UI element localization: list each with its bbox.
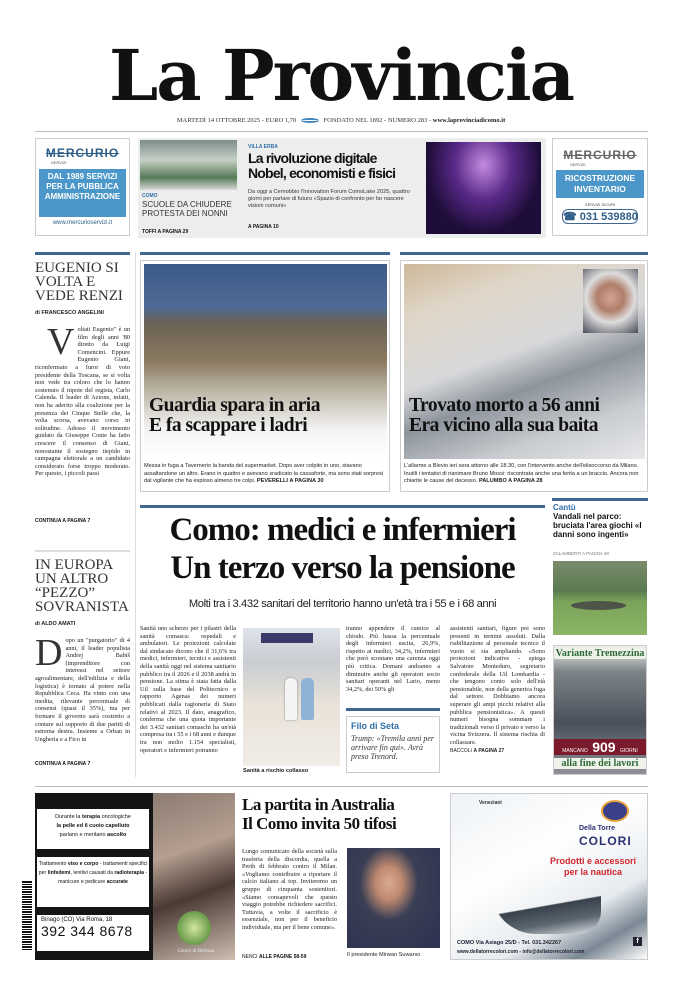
editorial-renzi	[35, 261, 130, 524]
palette-logo-icon	[601, 800, 629, 822]
story-guardia[interactable]	[140, 260, 390, 492]
main-headline[interactable]: Como: medici e infermieri Un terzo verso la pensione	[169, 512, 516, 586]
brand-name: Centro di Bellezza	[177, 949, 215, 954]
dropcap: D	[35, 637, 63, 674]
editorial-text: Voltati Eugenio" è un film degli anni '80 diretto da Luigi Comencini. Eppure Eugenio Giani, riconfermato a furor di voto presidente della Toscana, se si volta non vede tra coloro che lo hanno sostenuto il nipote del regista, Carlo Calenda. Il leader di Azione, infatti, non ha aderito alla coalizione per la presenza dei Cinque Stelle che, la volta scorsa, avevano corso in solitudine. Adesso il movimento guidato da Giuseppe Conte ha fatto crescere il consenso di Giani, nonostante il sostegno tiepido in campagna elettorale a un candidato considerato forse troppo moderato. Per questo, i piccoli passi	[35, 326, 130, 478]
victim-portrait	[583, 269, 638, 333]
ad-panel-1: Durante la terapia oncologiche la pelle ed il cuoio capelluto parlano e meritano ascolto	[37, 809, 149, 849]
ad-mercurio-left[interactable]	[35, 138, 130, 236]
ad-variante[interactable]	[553, 645, 647, 775]
editorial-title[interactable]: EUGENIO SI VOLTA E VEDE RENZI	[35, 260, 123, 304]
story-trovato[interactable]	[400, 260, 648, 492]
variante-title: Variante Tremezzina	[555, 648, 645, 659]
ad-phone: 392 344 8678	[41, 923, 133, 939]
story-title: Trovato morto a 56 anni Era vicino alla sua baita	[409, 395, 600, 437]
logo-wave-icon	[301, 118, 319, 123]
como-title[interactable]: SCUOLE DA CHIUDERE PROTESTA DEI NONNI	[142, 200, 232, 218]
cantu-kicker: Cantù	[553, 503, 576, 512]
ad-estetica[interactable]	[35, 793, 235, 960]
countdown-band: MANCANO 909 GIORNI	[554, 739, 646, 755]
filo-label: Filo di Seta	[351, 721, 400, 731]
mercurio-sub: SERVIZI	[570, 162, 586, 167]
countdown-days: 909	[592, 739, 616, 755]
nurse-figure	[301, 678, 314, 720]
cantu-ref: ZALAMBERTI A PAGINA 48	[553, 551, 609, 556]
phone-icon: ☎	[563, 211, 577, 223]
brand-line2: COLORI	[579, 834, 632, 848]
partner-logo: Veneziani	[479, 800, 502, 806]
mercurio-logo: MERCURIO	[563, 148, 637, 162]
hospital-photo	[243, 628, 340, 766]
nurse-figure	[285, 678, 297, 720]
forum-photo	[426, 142, 541, 234]
ad-panel-3: Binago (CO) Via Roma, 18 392 344 8678	[37, 915, 149, 951]
brand-logo	[177, 911, 211, 945]
president-photo	[347, 848, 440, 948]
barcode	[22, 880, 32, 950]
editorial-title[interactable]: IN EUROPA UN ALTRO “PEZZO” SOVRANISTA	[35, 557, 129, 615]
ad-address: COMO Via Asiago 25/D - Tel. 031.342267	[457, 940, 562, 946]
byline: di ALDO AMATI	[35, 621, 76, 627]
continue-ref[interactable]: CONTINUA A PAGINA 7	[35, 518, 91, 524]
president-caption: Il presidente Mirwan Suwarso	[347, 952, 421, 958]
masthead-title: La Provincia	[109, 34, 573, 117]
australia-ref: NENCI ALLE PAGINE 58-59	[242, 954, 307, 960]
sailboat-image	[491, 889, 601, 934]
australia-headline[interactable]: La partita in Australia Il Como invita 50 tifosi	[242, 795, 397, 833]
facebook-icon[interactable]: f	[633, 937, 642, 946]
villa-erba-text: Da oggi a Cernobbio l'Innovation Forum ComoLake 2025, quattro giorni per parlare di futuro «Spazio di confronto per far nascere visioni comuni»	[248, 189, 410, 209]
dropcap: V	[47, 326, 75, 363]
main-col3: tranno appendere il camice al chiodo. Più bassa la percentuale degli infermieri uscita, 26,9%, rispetto ai medici, 34,2%, infermieri che però scontano una carenza oggi più critica. Domani andranno a diminuire anche gli operatori socio sanitari operanti nel Lario, meno 34,2%, dei 50% gli	[346, 625, 440, 693]
brand-line1: Della Torre	[579, 825, 616, 832]
main-col1: Sanità uno scherzo per i pilastri della sanità comasca: ospedali e ambulatori. Le proiezioni calcolate dal sindacato dicono che il 31,6% tra medici, infermieri, tecnici e assistenti della sanità oggi nel sistema sanitario pubblico tra il 2026 e il 2038 andrà in pensione. La stima è stata fatta dalla Uil sulla base del Politecnico e rapporto Agenas dei numeri pubblicati dalla ragioneria di Stato relativi al 2023. Il dato, anagrafico, conferma che una quota importante dei 3.432 sanitari comaschi ha un'età compresa tra i 55 e i 68 anni e dunque tra non molto 1.154 specialisti, operatori e infermieri potranno	[140, 625, 236, 754]
date-price: MARTEDÌ 14 OTTOBRE 2025 - EURO 1,70	[176, 117, 297, 124]
mercurio-logo: MERCURIO	[45, 146, 120, 160]
story-summary: Messa in fuga a Tavernerio la banda del supermarket. Dopo aver colpito in uno, stavano assaltandone un altro. Erano in quattro e avevano sradicato la cassaforte, ma sono stati sorpresi dal vigilante che ha esploso almeno tre colpi. PEVERELLI A PAGINA 30	[144, 463, 384, 484]
main-subtitle: Molti tra i 3.432 sanitari del territorio hanno un'età tra i 55 e i 68 anni	[188, 598, 497, 610]
mercurio-sub: SERVIZI	[51, 160, 67, 165]
villa-erba-kicker: VILLA ERBA	[248, 144, 278, 150]
villa-erba-ref: A PAGINA 10	[248, 224, 279, 230]
como-ref: TOFFI A PAGINA 29	[142, 229, 189, 235]
editorial-europa	[35, 558, 130, 767]
ad-web[interactable]: www.dellatorrecolori.com - info@dellatorrecolori.com	[457, 949, 585, 955]
masthead-info	[0, 117, 682, 124]
continue-ref[interactable]: CONTINUA A PAGINA 7	[35, 761, 91, 767]
editorial-text: Dopo un "purgatorio" di 4 anni, il leader populista Andrej Babiš (imprenditore con interessi nel settore agroalimentare, dell'edilizia e della logistica) è tornato al potere nella Repubblica Ceca. Ha vinto con una inedita, rilevante percentuale di consensi (quasi il 35%), ma per formare il governo sarà costretto a contare sul supporto di due partiti di estrema destra. Insieme a Orban in Ungheria e a Fico in	[35, 637, 130, 743]
website-link[interactable]: www.laprovinciadicomo.it	[432, 117, 506, 124]
ad-label: SERVIZI SICURI	[584, 202, 616, 207]
main-col4: assistenti sanitari, figure poi sono presenti in termini assoluti. Dalla riabilitazione al personale tecnico il vuoto si sta ampliando. «Sono proiezioni indicative - spiega Salvatore Monteduro, segretario confederale della Uil Lombardia - che tengono conto solo dell'età pensionabile, non della generica fuga dal settore. Dobbiamo ancora superare gli ampi picchi relativi alla pubblica pensionistica». A questi numeri bisogna sommare i tradizionali verso il privato e verso la vicina Svizzera. Il sistema rischia di collassare. BACCOLI A PAGINA 27	[450, 625, 545, 754]
teaser-box	[138, 138, 546, 238]
ad-mercurio-right[interactable]	[552, 138, 648, 236]
como-kicker: COMO	[142, 193, 158, 199]
filo-text: Trump: «Tremila anni per arrivare fin qui». Avrà preso Trenord.	[351, 734, 435, 761]
villa-erba-title[interactable]: La rivoluzione digitale Nobel, economisti e fisici	[248, 150, 396, 181]
ad-band: RICOSTRUZIONE INVENTARIO	[556, 170, 644, 198]
hospital-sign	[261, 633, 313, 643]
park-photo	[553, 561, 647, 635]
founded: FONDATO NEL 1892 - NUMERO 283 -	[323, 117, 432, 124]
tagline: Prodotti e accessori per la nautica	[549, 856, 637, 877]
ad-band: DAL 1989 SERVIZI PER LA PUBBLICA AMMINISTRAZIONE	[39, 169, 126, 217]
photo-caption: Sanità a rischio collasso	[243, 768, 309, 774]
story-summary: L'allarme a Blevio ieri sera attorno alle 18.30, con l'intervento anche dell'elisoccorso da Milano. Inutili i tentativi di rianimare Bruno Mossi: riscontrata anche una ferita a un braccio. Ancora non chiarite le cause del decesso. PALUMBO A PAGINA 28	[404, 463, 639, 484]
ad-panel-2: Trattamento viso e corpo - trattamenti specifici per linfedemi, lenitivi causati da radioterapia - manicure e pedicure accurate	[37, 857, 149, 907]
story-title: Guardia spara in aria E fa scappare i ladri	[149, 395, 320, 437]
cantu-title[interactable]: Vandali nel parco: bruciata l'area giochi «I danni sono ingenti»	[553, 512, 642, 539]
byline: di FRANCESCO ANGELINI	[35, 310, 104, 316]
australia-text: Lungo comunicato della società sulla trasferta della discordia, quella a Perth di febbraio contro il Milan. «Vogliamo contribuire a riportare il calcio italiano al top. Inviteremo un gruppo di cinquanta sostenitori. «Siamo consapevoli che questo viaggio potrebbe richiedere sacrifici. Tuttavia, a volte il sacrificio è essenziale, non per il beneficio individuale, ma per il bene comune».	[242, 848, 337, 931]
ad-url: www.mercurioservizi.it	[52, 220, 113, 226]
ad-dellatorre[interactable]	[450, 793, 648, 960]
burnt-area	[571, 601, 626, 610]
variante-bottom: alla fine dei lavori	[554, 758, 646, 769]
ad-phone: ☎ 031 539880	[563, 211, 638, 223]
filo-di-seta-box	[346, 716, 440, 773]
school-photo	[140, 140, 237, 190]
